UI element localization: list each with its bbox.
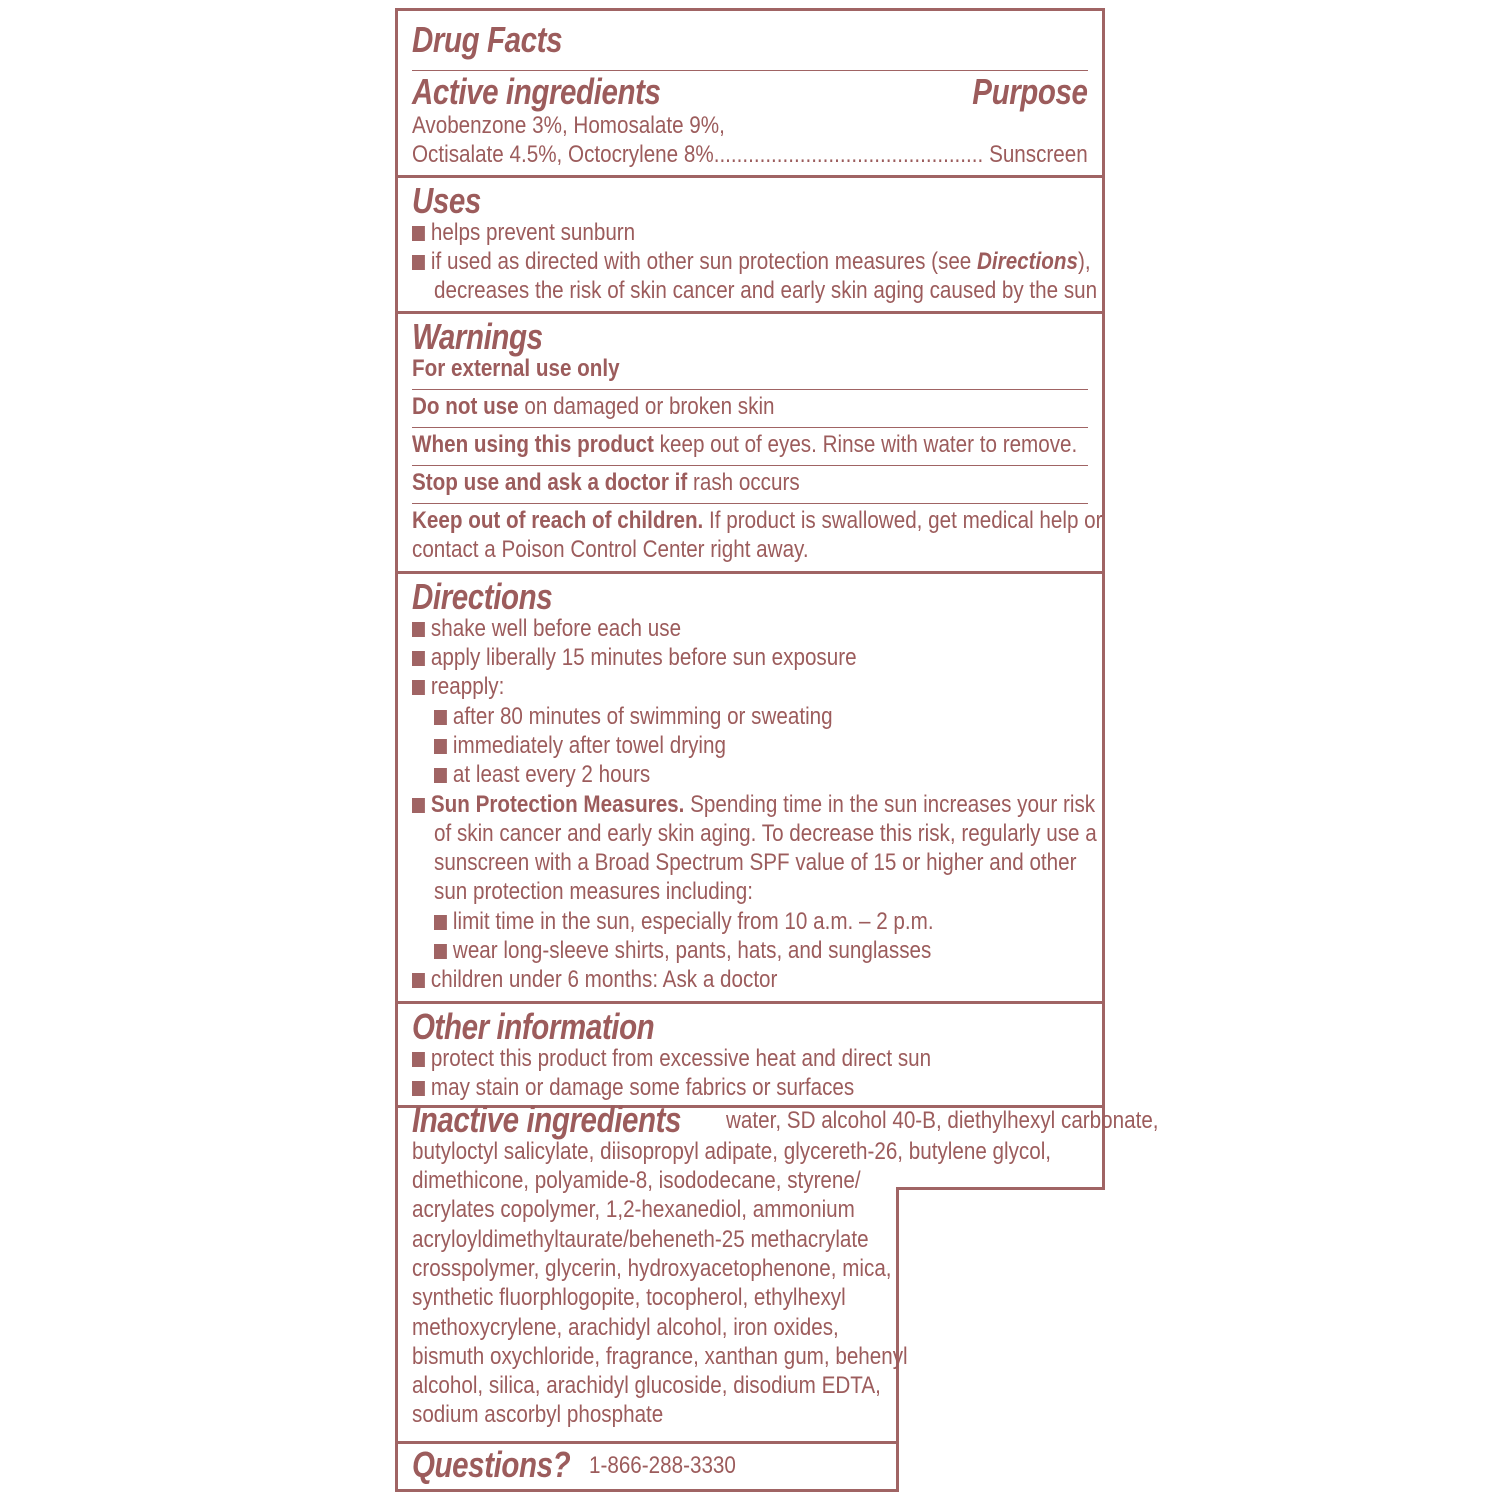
leader-dots: ............................................... <box>713 141 984 168</box>
direction-5-text: children under 6 months: Ask a doctor <box>430 966 778 993</box>
direction-3a-text: after 80 minutes of swimming or sweating <box>452 703 833 730</box>
direction-3c <box>434 760 650 789</box>
direction-5 <box>412 965 777 994</box>
uses-section <box>398 178 1102 314</box>
inactive-line-3: dimethicone, polyamide-8, isododecane, styrene/ <box>412 1167 861 1194</box>
questions-heading: Questions? <box>412 1444 571 1485</box>
external-use-only: For external use only <box>412 355 620 382</box>
bullet-icon <box>434 944 447 959</box>
drug-facts-panel <box>395 8 1105 1190</box>
direction-3b <box>434 731 726 760</box>
direction-2 <box>412 643 857 672</box>
sun-protection-measures <box>412 790 1095 819</box>
inactive-line-11: sodium ascorbyl phosphate <box>412 1401 664 1428</box>
direction-1 <box>412 614 681 643</box>
bullet-icon <box>434 768 447 783</box>
when-using-text: keep out of eyes. Rinse with water to remove. <box>653 431 1078 458</box>
purpose-value: Sunscreen <box>989 141 1088 168</box>
uses-item-1 <box>412 218 635 247</box>
bullet-icon <box>434 915 447 930</box>
bullet-icon <box>412 226 425 241</box>
purpose-heading: Purpose <box>972 71 1088 112</box>
directions-reference: Directions <box>977 248 1078 275</box>
do-not-use <box>412 392 775 421</box>
bullet-icon <box>434 710 447 725</box>
active-line-2-text: Octisalate 4.5%, Octocrylene 8% <box>412 141 714 168</box>
inactive-line-10: alcohol, silica, arachidyl glucoside, disodium EDTA, <box>412 1372 881 1399</box>
active-line-1: Avobenzone 3%, Homosalate 9%, <box>412 112 725 139</box>
warnings-section <box>398 314 1102 574</box>
inactive-line-6: crosspolymer, glycerin, hydroxyacetophenone, mica, <box>412 1255 892 1282</box>
inactive-line-2: butyloctyl salicylate, diisopropyl adipate, glycereth-26, butylene glycol, <box>412 1138 1052 1165</box>
do-not-use-label: Do not use <box>412 393 519 420</box>
uses-heading: Uses <box>412 180 481 221</box>
other-item-2-text: may stain or damage some fabrics or surfaces <box>430 1074 855 1101</box>
bullet-icon <box>412 1052 425 1067</box>
drug-facts-title: Drug Facts <box>412 19 563 60</box>
stop-use-text: rash occurs <box>687 469 800 496</box>
bullet-icon <box>412 622 425 637</box>
other-item-1 <box>412 1044 931 1073</box>
direction-3c-text: at least every 2 hours <box>452 761 651 788</box>
spm-item-b <box>434 936 931 965</box>
questions-phone: 1-866-288-3330 <box>589 1452 736 1479</box>
direction-3 <box>412 672 504 701</box>
bullet-icon <box>412 680 425 695</box>
bullet-icon <box>412 1081 425 1096</box>
spm-item-a-text: limit time in the sun, especially from 10 a.m. – 2 p.m. <box>452 908 934 935</box>
questions-section <box>398 1444 896 1490</box>
spm-line-1: Spending time in the sun increases your risk <box>684 791 1096 818</box>
uses-item-2-end: ), <box>1077 248 1091 275</box>
uses-item-2-text: if used as directed with other sun protection measures (see <box>430 248 978 275</box>
bullet-icon <box>412 255 425 270</box>
bullet-icon <box>412 798 425 813</box>
bullet-icon <box>412 973 425 988</box>
spm-item-b-text: wear long-sleeve shirts, pants, hats, and sunglasses <box>452 937 932 964</box>
inactive-line-4: acrylates copolymer, 1,2-hexanediol, ammonium <box>412 1196 855 1223</box>
when-using-label: When using this product <box>412 431 654 458</box>
keep-out-cont: contact a Poison Control Center right away. <box>412 536 809 563</box>
direction-3b-text: immediately after towel drying <box>452 732 726 759</box>
active-ingredients-heading: Active ingredients <box>412 71 661 112</box>
spm-item-a <box>434 907 934 936</box>
other-information-section <box>398 1004 1102 1108</box>
inactive-line-1: water, SD alcohol 40-B, diethylhexyl carbonate, <box>726 1107 1159 1134</box>
inactive-ingredients-section <box>398 1097 1159 1441</box>
directions-section <box>398 574 1102 1004</box>
uses-item-2 <box>412 247 1091 276</box>
active-ingredients-section <box>398 11 1102 178</box>
spm-label: Sun Protection Measures. <box>430 791 685 818</box>
keep-out-label: Keep out of reach of children. <box>412 507 704 534</box>
direction-3a <box>434 702 833 731</box>
warnings-heading: Warnings <box>412 316 543 357</box>
spm-line-3: sunscreen with a Broad Spectrum SPF value of 15 or higher and other <box>434 849 1077 876</box>
spm-line-4: sun protection measures including: <box>434 878 753 905</box>
uses-item-1-text: helps prevent sunburn <box>430 219 636 246</box>
inactive-first-row <box>412 1099 1229 1141</box>
keep-out-of-reach <box>412 506 1103 535</box>
other-information-heading: Other information <box>412 1006 655 1047</box>
inactive-line-8: methoxycrylene, arachidyl alcohol, iron oxides, <box>412 1314 839 1341</box>
inactive-ingredients-heading: Inactive ingredients <box>412 1099 682 1140</box>
do-not-use-text: on damaged or broken skin <box>518 393 775 420</box>
direction-2-text: apply liberally 15 minutes before sun exposure <box>430 644 857 671</box>
direction-1-text: shake well before each use <box>430 615 682 642</box>
when-using <box>412 430 1077 459</box>
bullet-icon <box>412 651 425 666</box>
bullet-icon <box>434 739 447 754</box>
spm-line-2: of skin cancer and early skin aging. To decrease this risk, regularly use a <box>434 820 1097 847</box>
direction-3-text: reapply: <box>430 673 505 700</box>
inactive-line-5: acryloyldimethyltaurate/beheneth-25 methacrylate <box>412 1226 869 1253</box>
directions-heading: Directions <box>412 576 553 617</box>
stop-use <box>412 468 800 497</box>
active-line-2 <box>412 140 983 169</box>
keep-out-text: If product is swallowed, get medical help or <box>703 507 1103 534</box>
stop-use-label: Stop use and ask a doctor if <box>412 469 688 496</box>
other-item-1-text: protect this product from excessive heat and direct sun <box>430 1045 932 1072</box>
uses-item-2-cont: decreases the risk of skin cancer and early skin aging caused by the sun <box>434 277 1098 304</box>
inactive-line-9: bismuth oxychloride, fragrance, xanthan gum, behenyl <box>412 1343 908 1370</box>
inactive-line-7: synthetic fluorphlogopite, tocopherol, ethylhexyl <box>412 1284 846 1311</box>
questions-row <box>412 1444 760 1486</box>
